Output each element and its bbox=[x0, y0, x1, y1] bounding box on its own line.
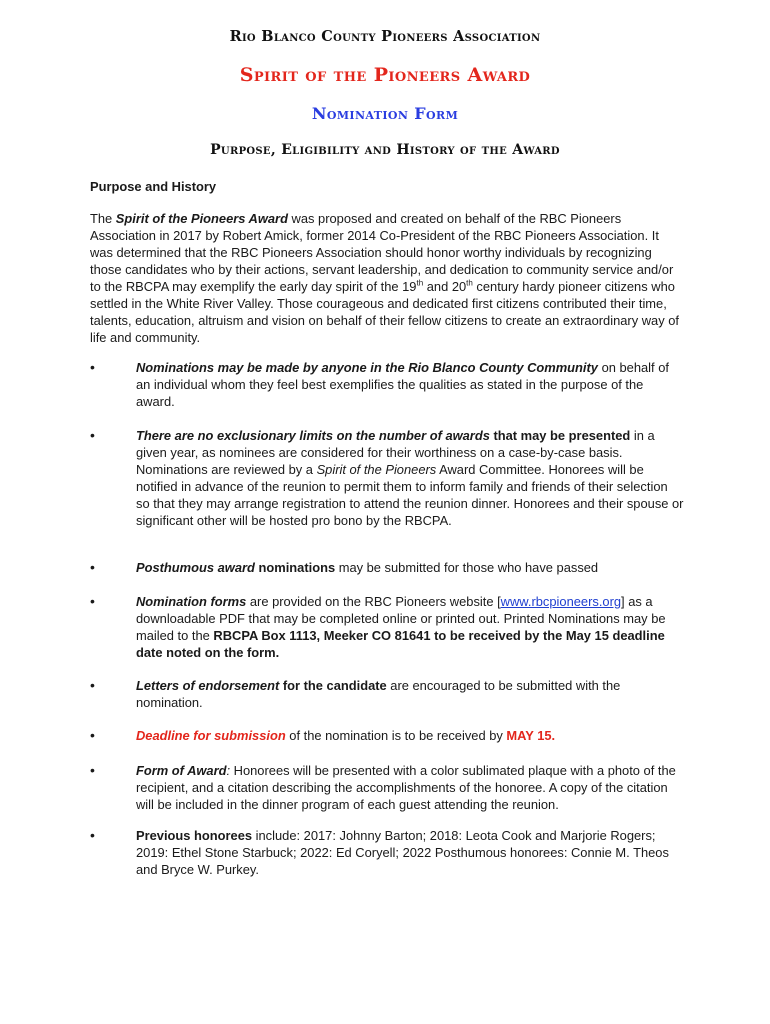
bullet-icon: • bbox=[90, 427, 95, 443]
superscript: th bbox=[416, 278, 424, 288]
bullet-text: Letters of endorsement for the candidate are encouraged to be submitted with the nomination. bbox=[136, 678, 621, 710]
intro-text: The bbox=[90, 211, 116, 226]
bullet-icon: • bbox=[90, 593, 95, 609]
bullet-icon: • bbox=[90, 559, 95, 575]
intro-paragraph bbox=[90, 210, 682, 346]
bullet-text: Previous honorees include: 2017: Johnny Barton; 2018: Leota Cook and Marjorie Rogers; 2019: Ethel Stone Starbuck; 2022: Ed Coryell; 2022 Posthumous honorees: Connie M. Theos and Bryce W. Purkey. bbox=[136, 828, 669, 877]
intro-text: century hardy pioneer citizens who settled in the White River Valley. Those courageous and dedicated first citizens contributed their time, talents, education, altruism and vision on behalf of their fellow citizens to create an extraordinary way of life and community. bbox=[90, 279, 679, 345]
website-link[interactable]: www.rbcpioneers.org bbox=[500, 594, 622, 609]
intro-text: was proposed and created on behalf of the RBC Pioneers Association in 2017 by Robert Amick, former 2014 Co-President of the RBC Pioneers Association. It was determined that the RBC Pioneers Association should honor worthy individuals by recognizing those candidates who by their actions, servant leadership, and dedication to community service and/or to the RBCPA may exemplify the early day spirit of the 19 bbox=[90, 211, 674, 294]
intro-text: and 20 bbox=[423, 279, 467, 294]
bullet-text: Deadline for submission of the nomination is to be received by MAY 15. bbox=[136, 728, 556, 743]
bullet-icon: • bbox=[90, 827, 95, 843]
bullet-text: Posthumous award nominations may be submitted for those who have passed bbox=[136, 560, 599, 575]
award-title: Spirit of the Pioneers Award bbox=[239, 64, 531, 86]
bullet-text: Nomination forms are provided on the RBC Pioneers website [www.rbcpioneers.org] as a downloadable PDF that may be completed online or printed out. Printed Nominations may be mailed to the RBCPA Box 1113, Meeker CO 81641 to be received by the May 15 deadline date noted on the form. bbox=[136, 594, 666, 660]
bullet-icon: • bbox=[90, 762, 95, 778]
purpose-title: Purpose, Eligibility and History of the Award bbox=[210, 142, 560, 158]
deadline-date: MAY 15. bbox=[506, 728, 556, 743]
superscript: th bbox=[466, 278, 473, 288]
purpose-history-heading: Purpose and History bbox=[90, 179, 217, 194]
bullet-text: There are no exclusionary limits on the number of awards that may be presented in a given year, as nominees are considered for their worthiness on a case-by-case basis. Nominations are reviewed by a Spirit of the Pioneers Award Committee. Honorees will be notified in advance of the reunion to permit them to inform family and friends of their selection so that they may arrange registration to attend the reunion dinner. Honorees and their spouse or significant other will be hosted pro bono by the RBCPA. bbox=[136, 428, 684, 528]
bullet-icon: • bbox=[90, 359, 95, 375]
intro-award-name: Spirit of the Pioneers Award bbox=[115, 211, 288, 226]
bullet-text: Form of Award: Honorees will be presented with a color sublimated plaque with a photo of the recipient, and a citation describing the accomplishments of the honoree. A copy of the citation will be included in the dinner program of each guest attending the reunion. bbox=[136, 763, 676, 812]
form-title: Nomination Form bbox=[311, 104, 459, 123]
bullet-icon: • bbox=[90, 677, 95, 693]
organization-title: Rio Blanco County Pioneers Association bbox=[229, 28, 541, 45]
bullet-icon: • bbox=[90, 727, 95, 743]
bullet-text: Nominations may be made by anyone in the Rio Blanco County Community on behalf of an individual whom they feel best exemplifies the qualities as stated in the purpose of the award. bbox=[136, 360, 669, 409]
